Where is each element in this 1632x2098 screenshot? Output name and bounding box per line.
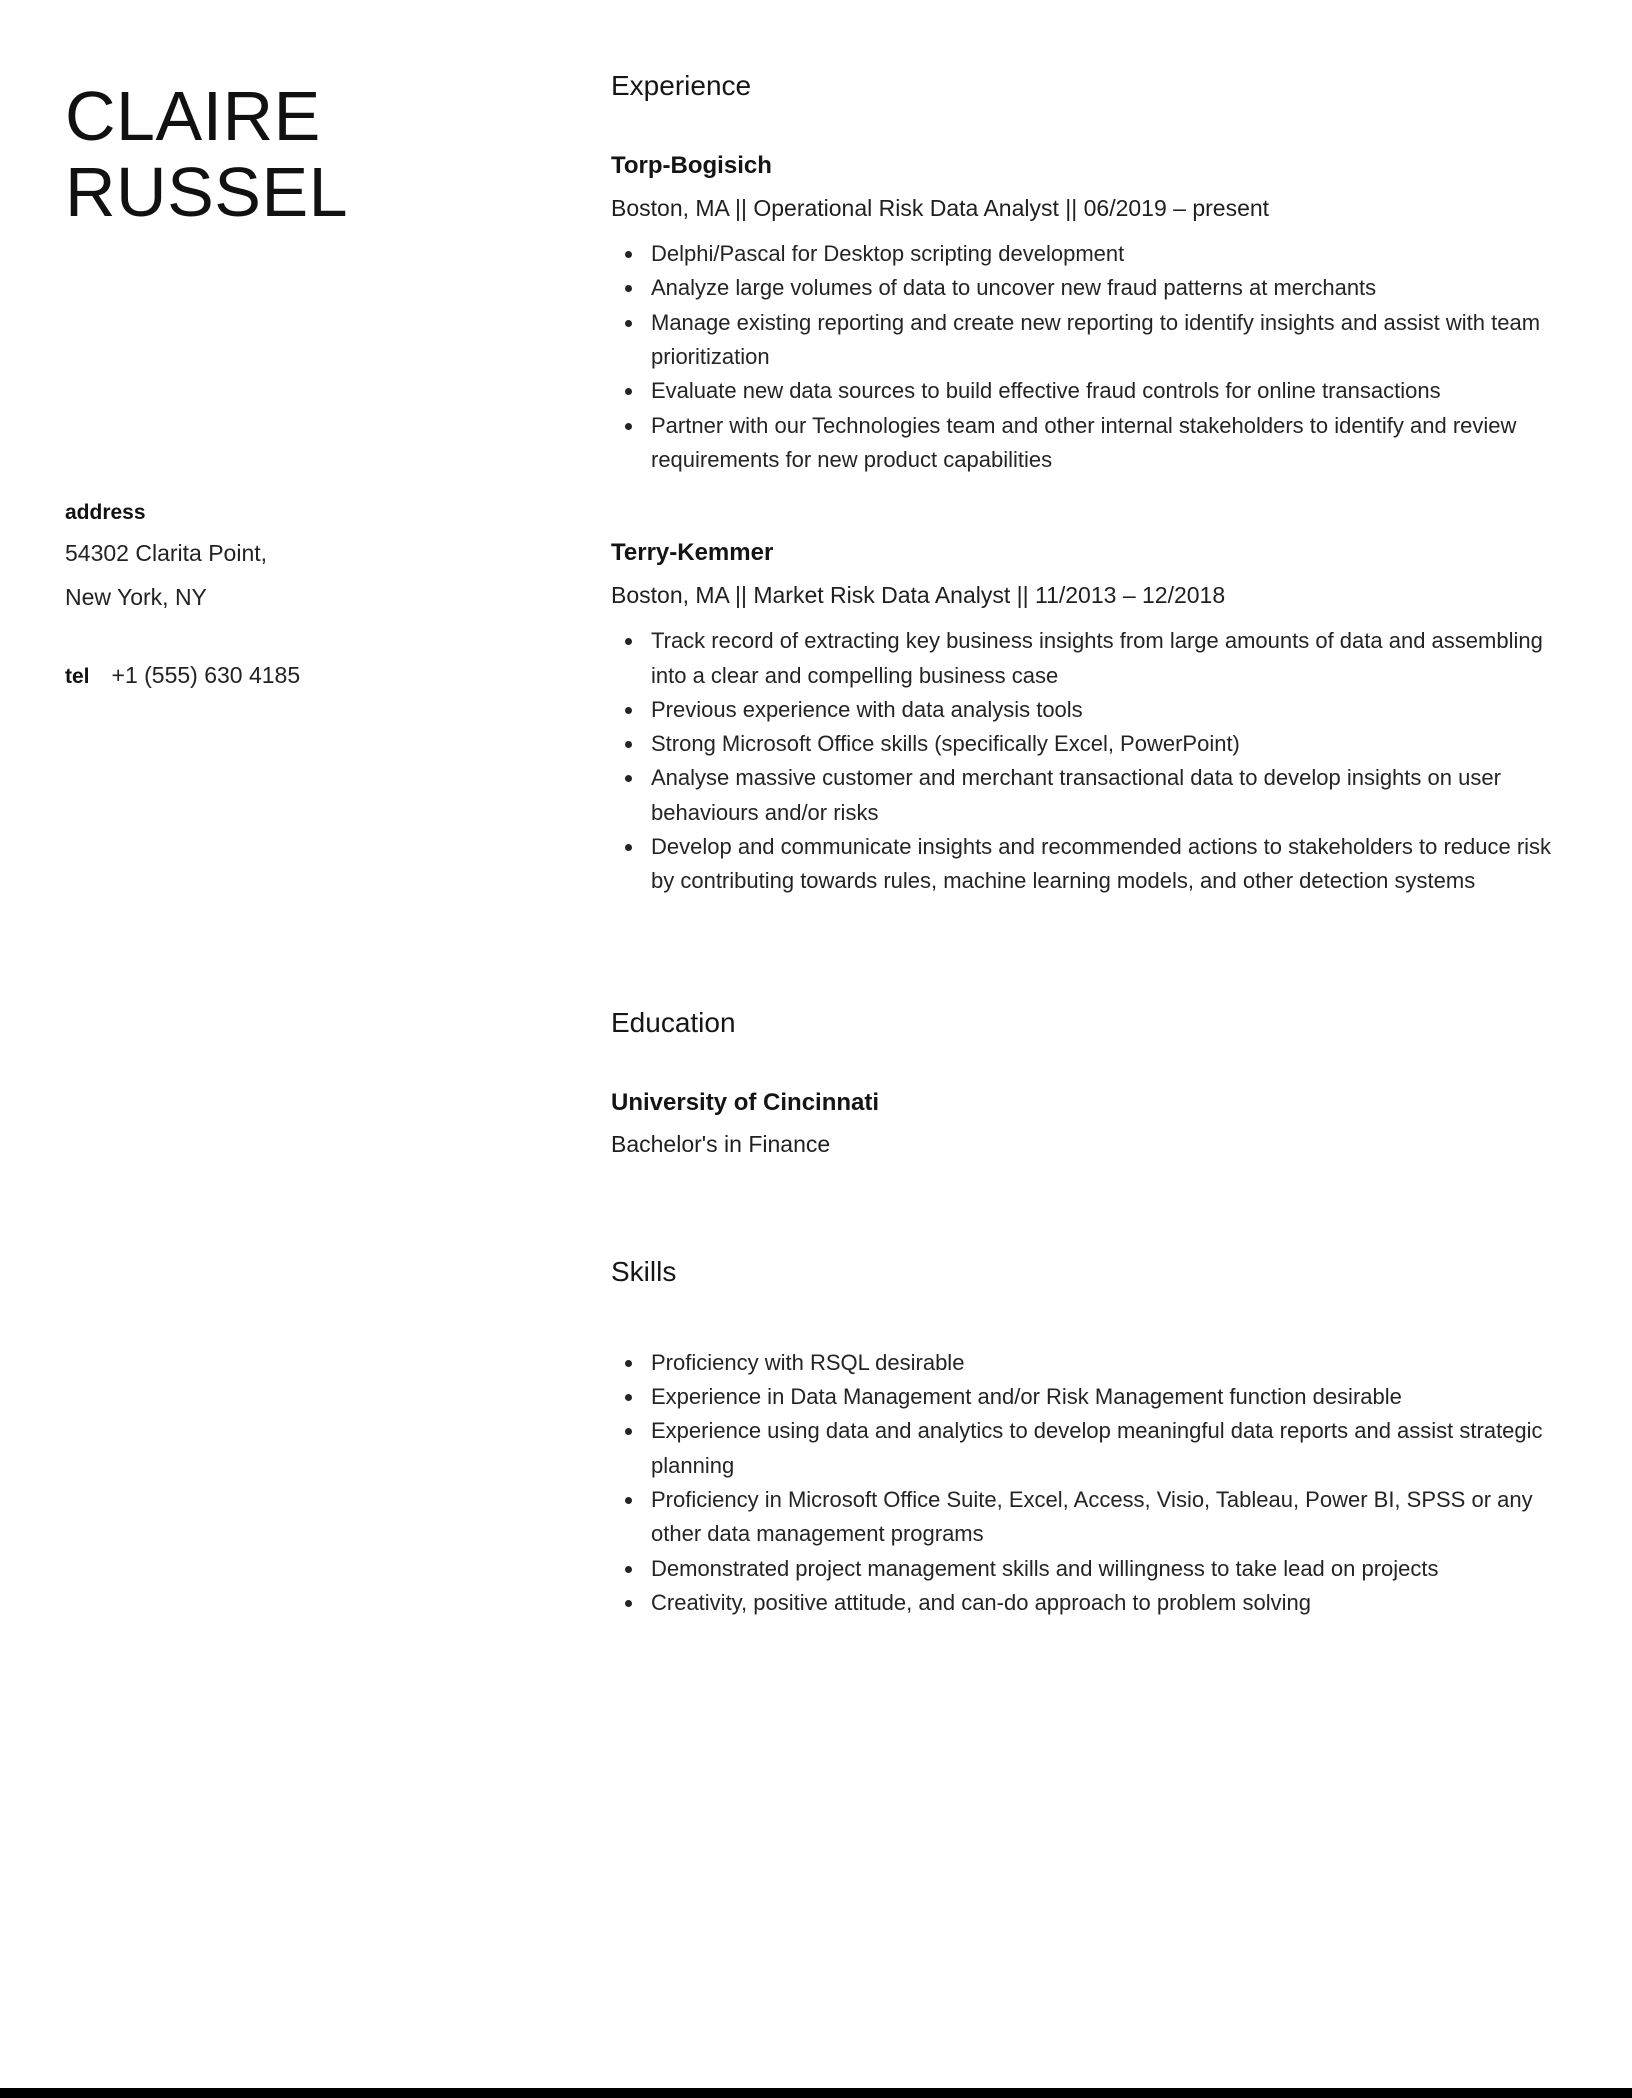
skill-item: • Creativity, positive attitude, and can-do approach to problem solving <box>645 1586 1570 1620</box>
job-entry <box>611 539 1570 899</box>
bullet-item: • Manage existing reporting and create new reporting to identify insights and assist with team prioritization <box>645 306 1570 375</box>
address-line-1: 54302 Clarita Point, <box>65 540 268 567</box>
main-content <box>611 0 1632 2098</box>
skills-section <box>611 1256 1570 1621</box>
name-line-2: RUSSEL <box>65 153 349 232</box>
skill-item: • Experience in Data Management and/or Risk Management function desirable <box>645 1380 1570 1414</box>
job-entry <box>611 152 1570 477</box>
footer-bar <box>0 2088 1632 2098</box>
bullet-item: • Evaluate new data sources to build effective fraud controls for online transactions <box>645 374 1570 408</box>
bullet-list <box>611 624 1570 899</box>
bullet-item: • Develop and communicate insights and recommended actions to stakeholders to reduce risk by contributing towards rules, machine learning models, and other detection systems <box>645 830 1570 899</box>
tel-row <box>65 662 571 689</box>
address-label: address <box>65 500 146 524</box>
sidebar <box>0 0 611 2098</box>
skill-item: • Proficiency with RSQL desirable <box>645 1346 1570 1380</box>
degree: Bachelor's in Finance <box>611 1130 831 1157</box>
education-section <box>611 1007 1570 1158</box>
bullet-item: • Delphi/Pascal for Desktop scripting development <box>645 237 1570 271</box>
bullet-item: • Partner with our Technologies team and other internal stakeholders to identify and review requirements for new product capabilities <box>645 409 1570 478</box>
company-name: Torp-Bogisich <box>611 152 772 179</box>
section-heading-skills: Skills <box>611 1255 677 1287</box>
candidate-name <box>65 78 571 231</box>
experience-section <box>611 70 1570 899</box>
bullet-list <box>611 237 1570 477</box>
address-block <box>65 493 571 620</box>
name-line-1: CLAIRE <box>65 77 321 155</box>
tel-value: +1 (555) 630 4185 <box>111 661 301 688</box>
skill-item: • Experience using data and analytics to develop meaningful data reports and assist strategic planning <box>645 1414 1570 1483</box>
address-line-2: New York, NY <box>65 584 207 611</box>
bullet-item: • Strong Microsoft Office skills (specifically Excel, PowerPoint) <box>645 727 1570 761</box>
bullet-item: • Analyse massive customer and merchant transactional data to develop insights on user behaviours and/or risks <box>645 761 1570 830</box>
school-name: University of Cincinnati <box>611 1088 880 1116</box>
skill-item: • Proficiency in Microsoft Office Suite, Excel, Access, Visio, Tableau, Power BI, SPSS or any other data management programs <box>645 1483 1570 1552</box>
bullet-item: • Track record of extracting key business insights from large amounts of data and assembling into a clear and compelling business case <box>645 624 1570 693</box>
section-heading-education: Education <box>611 1006 736 1038</box>
job-meta: Boston, MA || Operational Risk Data Analyst || 06/2019 – present <box>611 195 1270 221</box>
tel-label: tel <box>65 664 90 688</box>
bullet-item: • Previous experience with data analysis tools <box>645 693 1570 727</box>
job-meta: Boston, MA || Market Risk Data Analyst || 11/2013 – 12/2018 <box>611 582 1226 609</box>
skill-item: • Demonstrated project management skills and willingness to take lead on projects <box>645 1552 1570 1586</box>
bullet-item: • Analyze large volumes of data to uncover new fraud patterns at merchants <box>645 271 1570 305</box>
company-name: Terry-Kemmer <box>611 539 774 567</box>
section-heading-experience: Experience <box>611 70 752 101</box>
skills-list <box>611 1346 1570 1621</box>
